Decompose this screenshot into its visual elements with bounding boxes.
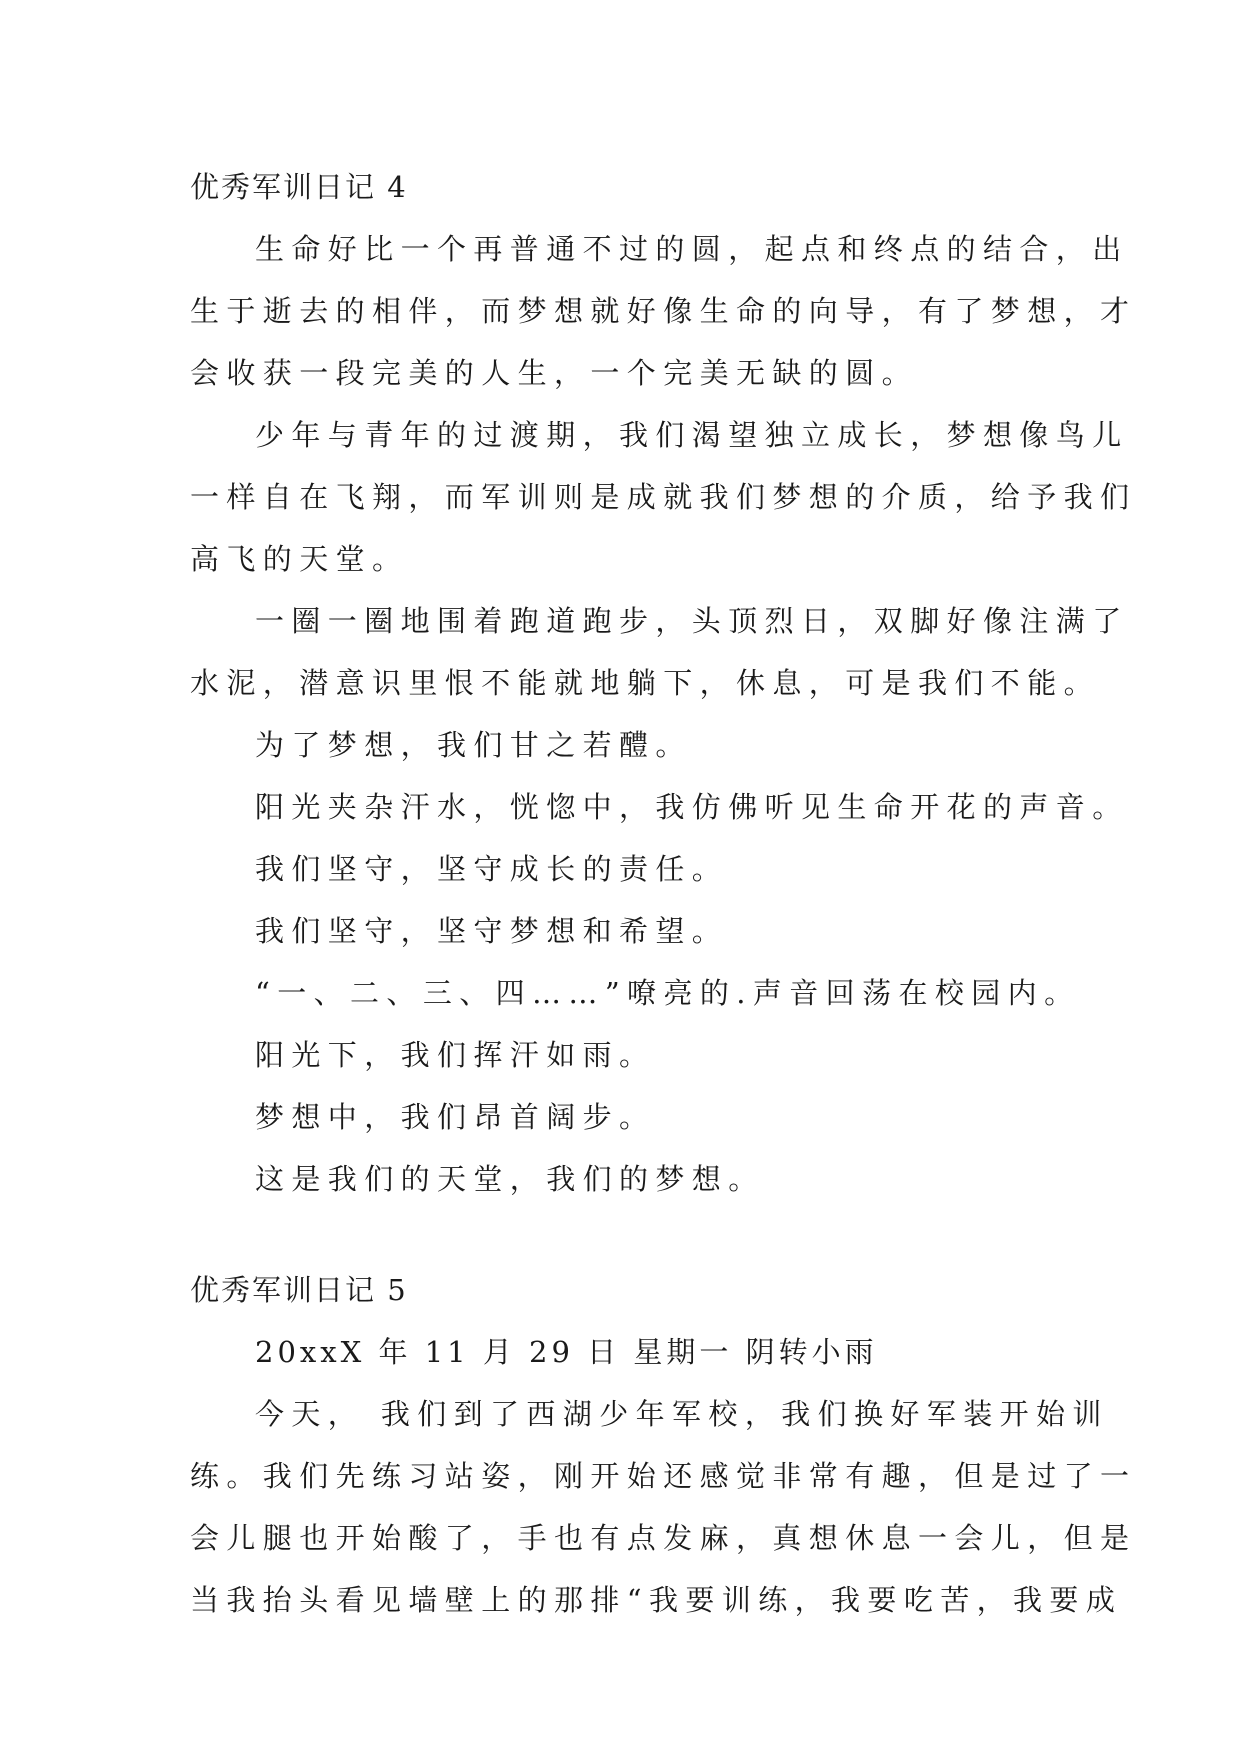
paragraph-line: 水泥，潜意识里恨不能就地躺下，休息，可是我们不能。 (190, 666, 1101, 700)
paragraph-line: 我们坚守，坚守成长的责任。 (255, 852, 729, 886)
paragraph-line: 这是我们的天堂，我们的梦想。 (255, 1162, 765, 1196)
paragraph-line: 会收获一段完美的人生，一个完美无缺的圆。 (190, 356, 919, 390)
paragraph-line: 生于逝去的相伴，而梦想就好像生命的向导，有了梦想，才 (190, 294, 1137, 328)
section-5-title: 优秀军训日记 5 (190, 1273, 408, 1307)
paragraph-line: 为了梦想，我们甘之若醴。 (255, 728, 692, 762)
paragraph-line: 少年与青年的过渡期，我们渴望独立成长，梦想像鸟儿 (255, 418, 1129, 452)
paragraph-line: 会儿腿也开始酸了，手也有点发麻，真想休息一会儿，但是 (190, 1521, 1137, 1555)
paragraph-line: 高飞的天堂。 (190, 542, 409, 576)
section-4-title: 优秀军训日记 4 (190, 170, 408, 204)
paragraph-line: 生命好比一个再普通不过的圆，起点和终点的结合，出 (255, 232, 1129, 266)
paragraph-line: 梦想中，我们昂首阔步。 (255, 1100, 656, 1134)
paragraph-line: “一、二、三、四……”嘹亮的.声音回荡在校园内。 (255, 976, 1081, 1010)
paragraph-line: 一样自在飞翔，而军训则是成就我们梦想的介质，给予我们 (190, 480, 1137, 514)
diary-date-line: 20xxX 年 11 月 29 日 星期一 阴转小雨 (255, 1335, 878, 1369)
paragraph-line: 我们坚守，坚守梦想和希望。 (255, 914, 729, 948)
paragraph-line: 一圈一圈地围着跑道跑步，头顶烈日，双脚好像注满了 (255, 604, 1129, 638)
paragraph-line: 今天， 我们到了西湖少年军校，我们换好军装开始训 (255, 1397, 1109, 1431)
paragraph-line: 阳光下，我们挥汗如雨。 (255, 1038, 656, 1072)
paragraph-line: 阳光夹杂汗水，恍惚中，我仿佛听见生命开花的声音。 (255, 790, 1129, 824)
paragraph-line: 当我抬头看见墙壁上的那排“我要训练，我要吃苦，我要成 (190, 1583, 1123, 1617)
paragraph-line: 练。我们先练习站姿，刚开始还感觉非常有趣，但是过了一 (190, 1459, 1137, 1493)
